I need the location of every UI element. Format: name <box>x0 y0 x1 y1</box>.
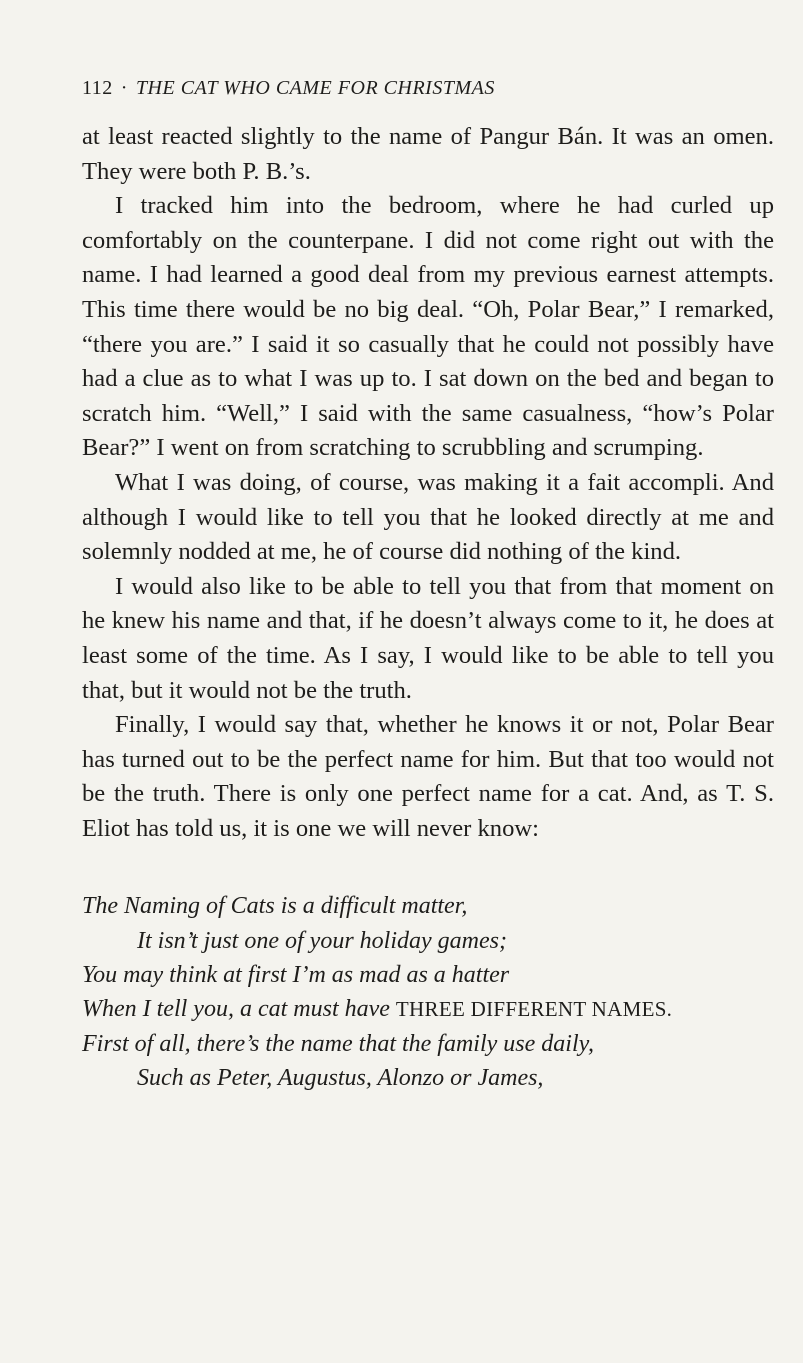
verse-line-4 <box>82 992 774 1026</box>
poem-quote <box>82 889 774 1095</box>
verse-line-1: The Naming of Cats is a difficult matter, <box>82 893 468 920</box>
paragraph-1: at least reacted slightly to the name of Pangur Bán. It was an omen. They were both P. B.’s. <box>82 123 774 185</box>
page-content <box>82 70 774 1095</box>
verse-line-2: It isn’t just one of your holiday games; <box>137 927 507 954</box>
verse-small-caps: THREE DIFFERENT NAMES. <box>395 997 673 1022</box>
book-title: THE CAT WHO CAME FOR CHRISTMAS <box>135 77 495 99</box>
verse-line-6: Such as Peter, Augustus, Alonzo or James, <box>137 1064 544 1091</box>
header-separator: · <box>120 77 128 99</box>
paragraph-3: What I was doing, of course, was making it a fait accompli. And although I would like to tell you that he looked directly at me and solemnly nodded at me, he of course did nothing of the kind. <box>82 468 774 566</box>
paragraph-4: I would also like to be able to tell you that from that moment on he knew his name and that, if he doesn’t always come to it, he does at least some of the time. As I say, I would like to be able to tell you that, but it would not be the truth. <box>82 572 774 704</box>
verse-line-3: You may think at first I’m as mad as a hatter <box>82 962 510 989</box>
verse-line-4-text: When I tell you, a cat must have <box>82 996 390 1023</box>
page-number: 112 <box>82 77 113 99</box>
paragraph-2: I tracked him into the bedroom, where he had curled up comfortably on the counterpane. I did not come right out with the name. I had learned a good deal from my previous earnest attempts. This time there would be no big deal. “Oh, Polar Bear,” I remarked, “there you are.” I said it so casually that he could not possibly have had a clue as to what I was up to. I sat down on the bed and began to scratch him. “Well,” I said with the same casualness, “how’s Polar Bear?” I went on from scratching to scrubbling and scrumping. <box>82 192 774 462</box>
running-head <box>82 70 774 106</box>
body-text <box>82 120 774 846</box>
paragraph-5: Finally, I would say that, whether he knows it or not, Polar Bear has turned out to be the perfect name for him. But that too would not be the truth. There is only one perfect name for a cat. And, as T. S. Eliot has told us, it is one we will never know: <box>82 711 774 842</box>
verse-line-5: First of all, there’s the name that the family use daily, <box>82 1030 594 1057</box>
